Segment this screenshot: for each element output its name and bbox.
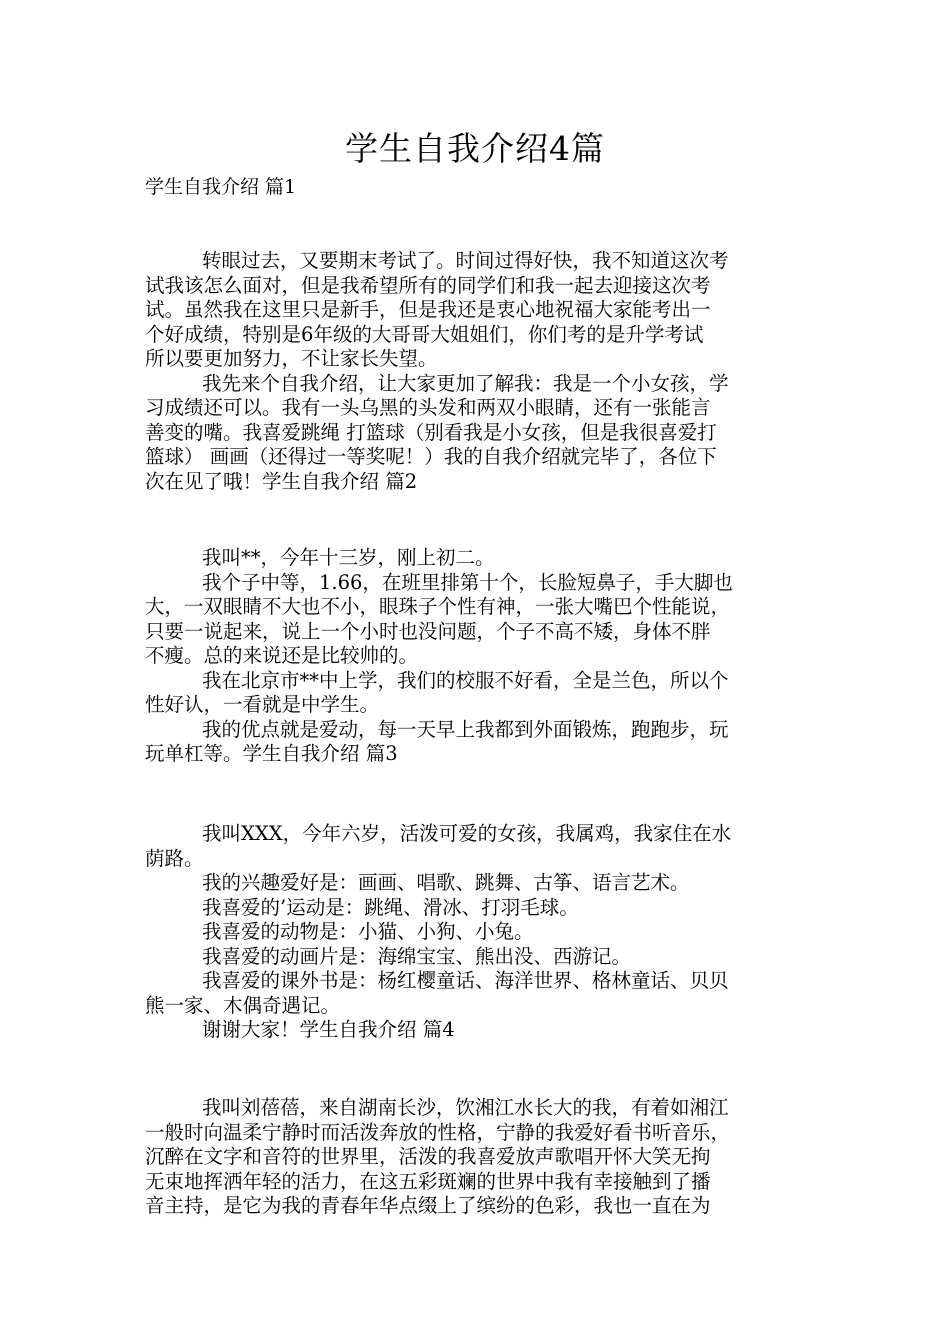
- text-line: 性好认，一看就是中学生。: [145, 693, 380, 716]
- text-line: 我在北京市**中上学，我们的校服不好看，全是兰色，所以个: [202, 668, 729, 692]
- paragraph: [145, 822, 825, 1043]
- text-line: 荫路。: [145, 846, 204, 870]
- text-line: 我喜爱的’运动是：跳绳、滑冰、打羽毛球。: [202, 895, 579, 919]
- text-line: 我喜爱的动物是：小猫、小狗、小兔。: [202, 920, 534, 943]
- text-line: 不瘦。总的来说还是比较帅的。: [145, 644, 419, 667]
- text-line: 玩单杠等。学生自我介绍 篇3: [145, 742, 398, 765]
- text-line: 我先来个自我介绍，让大家更加了解我：我是一个小女孩，学: [202, 371, 729, 395]
- text-line: 我喜爱的动画片是：海绵宝宝、熊出没、西游记。: [202, 944, 632, 968]
- text-line: 个好成绩，特别是6年级的大哥哥大姐姐们，你们考的是升学考试: [145, 322, 704, 346]
- text-line: 无束地挥洒年轻的活力，在这五彩斑斓的世界中我有幸接触到了播: [145, 1169, 711, 1193]
- section-heading-1: 学生自我介绍 篇1: [145, 176, 297, 198]
- text-line: 转眼过去，又要期末考试了。时间过得好快，我不知道这次考: [202, 249, 729, 272]
- text-line: 我喜爱的课外书是：杨红樱童话、海洋世界、格林童话、贝贝: [202, 969, 729, 992]
- text-line: 次在见了哦！学生自我介绍 篇2: [145, 469, 418, 493]
- text-line: 我叫XXX，今年六岁，活泼可爱的女孩，我属鸡，我家住在水: [202, 822, 732, 845]
- text-line: 篮球） 画画（还得过一等奖呢！）我的自我介绍就完毕了，各位下: [145, 445, 717, 468]
- text-line: 习成绩还可以。我有一头乌黑的头发和两双小眼睛，还有一张能言: [145, 396, 711, 419]
- document-title: 学生自我介绍4篇: [345, 129, 605, 168]
- text-line: 只要一说起来，说上一个小时也没问题，个子不高不矮，身体不胖: [145, 619, 711, 643]
- text-line: 我叫**，今年十三岁，刚上初二。: [202, 546, 495, 569]
- paragraph: [145, 249, 825, 494]
- paragraph: [145, 1096, 825, 1219]
- text-line: 试。虽然我在这里只是新手，但是我还是衷心地祝福大家能考出一: [145, 298, 711, 321]
- text-line: 我的兴趣爱好是：画画、唱歌、跳舞、古筝、语言艺术。: [202, 871, 690, 894]
- text-line: 大，一双眼睛不大也不小，眼珠子个性有神，一张大嘴巴个性能说，: [145, 595, 731, 618]
- text-line: 音主持，是它为我的青春年华点缀上了缤纷的色彩，我也一直在为: [145, 1194, 711, 1217]
- text-line: 我叫刘蓓蓓，来自湖南长沙，饮湘江水长大的我，有着如湘江: [202, 1096, 729, 1119]
- text-line: 谢谢大家！学生自我介绍 篇4: [202, 1018, 455, 1041]
- paragraph: [145, 546, 825, 767]
- text-line: 试我该怎么面对，但是我希望所有的同学们和我一起去迎接这次考: [145, 273, 711, 297]
- text-line: 善变的嘴。我喜爱跳绳 打篮球（别看我是小女孩，但是我很喜爱打: [145, 420, 717, 444]
- text-line: 沉醉在文字和音符的世界里，活泼的我喜爱放声歌唱开怀大笑无拘: [145, 1145, 711, 1168]
- text-line: 熊一家、木偶奇遇记。: [145, 993, 341, 1017]
- text-line: 我的优点就是爱动，每一天早上我都到外面锻炼，跑跑步，玩: [202, 717, 729, 741]
- text-line: 我个子中等，1.66，在班里排第十个，长脸短鼻子，手大脚也: [202, 570, 733, 594]
- text-line: 一般时向温柔宁静时而活泼奔放的性格，宁静的我爱好看书听音乐，: [145, 1120, 731, 1144]
- text-line: 所以要更加努力，不让家长失望。: [145, 347, 438, 370]
